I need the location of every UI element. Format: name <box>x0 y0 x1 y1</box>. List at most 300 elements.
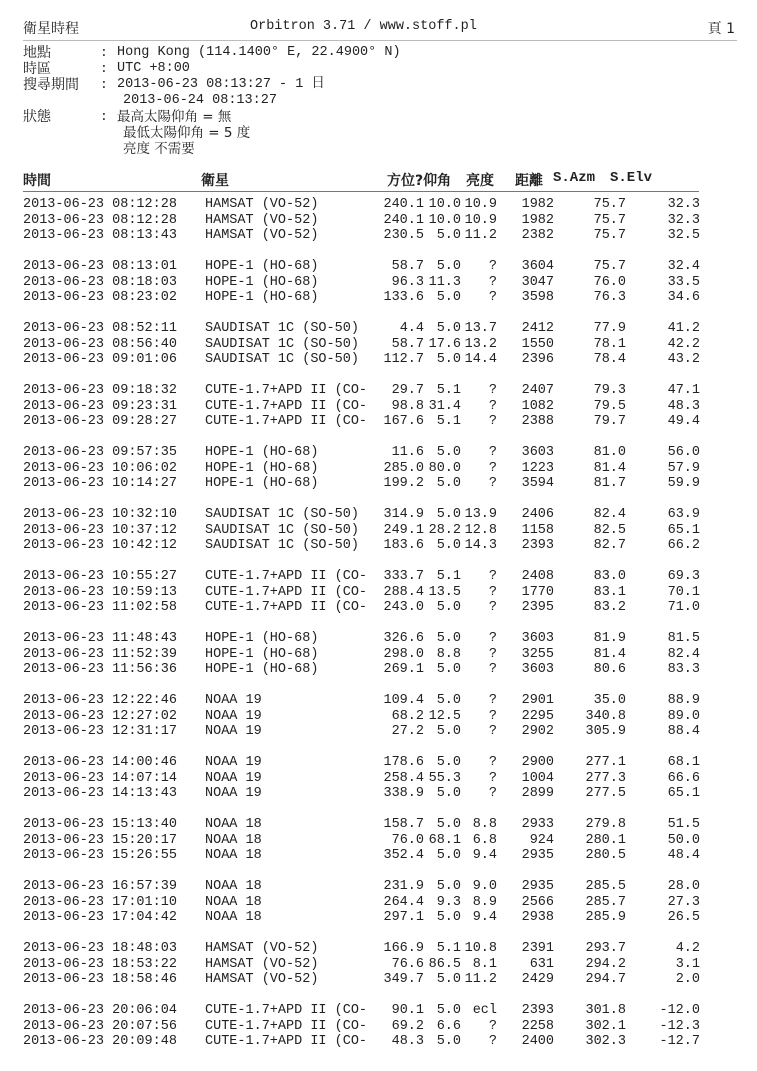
info-timezone <box>23 61 723 77</box>
cell-bri: 12.8 <box>464 522 497 538</box>
cell-sazm: 285.7 <box>585 894 626 910</box>
cell-bri: ? <box>488 600 497 615</box>
cell-bri: ? <box>488 398 497 414</box>
col-sun-azm: S.Azm <box>553 170 596 186</box>
cell-sazm: 82.5 <box>593 522 626 538</box>
table-row <box>23 833 737 849</box>
cell-az: 314.9 <box>383 507 424 522</box>
cell-el: 5.0 <box>436 910 461 925</box>
cell-dist: 2391 <box>521 941 554 956</box>
cell-time: 2013-06-23 10:06:02 <box>23 460 177 476</box>
info-block <box>23 45 723 157</box>
cell-az: 326.6 <box>383 631 424 646</box>
cell-selv: 3.1 <box>675 956 700 972</box>
col-time: 時間 <box>23 173 51 189</box>
cell-dist: 1550 <box>521 336 554 352</box>
info-location <box>23 45 723 61</box>
cell-az: 333.7 <box>383 569 424 584</box>
cell-dist: 1158 <box>521 522 554 538</box>
cell-bri: 6.8 <box>472 832 497 848</box>
cell-el: 5.0 <box>436 879 461 894</box>
cell-az: 158.7 <box>383 817 424 832</box>
cell-az: 58.7 <box>391 259 424 274</box>
table-row <box>23 213 737 229</box>
cell-selv: 63.9 <box>667 507 700 522</box>
cell-bri: ? <box>488 460 497 476</box>
table-row <box>23 538 737 554</box>
cell-sat: CUTE-1.7+APD II (CO- <box>205 1018 368 1034</box>
cell-selv: 89.0 <box>667 708 700 724</box>
cell-az: 48.3 <box>391 1034 424 1049</box>
cell-sazm: 76.3 <box>593 290 626 305</box>
cell-selv: 69.3 <box>667 569 700 584</box>
cell-bri: 10.9 <box>464 212 497 228</box>
cell-el: 5.0 <box>436 1003 461 1018</box>
table-row <box>23 771 737 787</box>
cell-az: 76.0 <box>391 832 424 848</box>
cell-el: 5.0 <box>436 352 461 367</box>
cell-sazm: 79.3 <box>593 383 626 398</box>
cell-dist: 2393 <box>521 538 554 553</box>
cell-el: 5.0 <box>436 848 461 863</box>
pass-group <box>23 693 737 755</box>
table-row <box>23 848 737 864</box>
cell-time: 2013-06-23 09:23:31 <box>23 398 177 414</box>
pass-group <box>23 507 737 569</box>
cell-sat: HOPE-1 (HO-68) <box>205 662 319 677</box>
cell-sazm: 83.2 <box>593 600 626 615</box>
pass-group <box>23 1003 737 1065</box>
cell-dist: 2900 <box>521 755 554 770</box>
cell-sat: NOAA 19 <box>205 770 262 786</box>
cell-el: 5.0 <box>436 972 461 987</box>
cell-dist: 2295 <box>521 708 554 724</box>
cell-bri: ? <box>488 259 497 274</box>
table-row <box>23 600 737 616</box>
cell-sat: HAMSAT (VO-52) <box>205 972 319 987</box>
cell-sat: HOPE-1 (HO-68) <box>205 460 319 476</box>
cell-sat: HOPE-1 (HO-68) <box>205 259 319 274</box>
cell-az: 231.9 <box>383 879 424 894</box>
cell-time: 2013-06-23 12:31:17 <box>23 724 177 739</box>
cell-selv: 88.4 <box>667 724 700 739</box>
cell-el: 17.6 <box>428 336 461 352</box>
cell-dist: 2396 <box>521 352 554 367</box>
cell-time: 2013-06-23 11:56:36 <box>23 662 177 677</box>
cell-bri: 11.2 <box>464 972 497 987</box>
cell-sazm: 301.8 <box>585 1003 626 1018</box>
cell-selv: 81.5 <box>667 631 700 646</box>
table-row <box>23 631 737 647</box>
table-row <box>23 476 737 492</box>
cell-sazm: 83.0 <box>593 569 626 584</box>
cell-el: 5.0 <box>436 817 461 832</box>
cell-time: 2013-06-23 17:01:10 <box>23 894 177 910</box>
cell-az: 183.6 <box>383 538 424 553</box>
cell-time: 2013-06-23 09:28:27 <box>23 414 177 429</box>
cell-selv: 47.1 <box>667 383 700 398</box>
cell-sazm: 81.4 <box>593 646 626 662</box>
cell-bri: ? <box>488 1034 497 1049</box>
cell-dist: 1982 <box>521 212 554 228</box>
info-label: 地點 <box>23 45 51 61</box>
cell-dist: 631 <box>529 956 554 972</box>
cell-el: 5.0 <box>436 631 461 646</box>
cell-el: 5.0 <box>436 786 461 801</box>
cell-sat: SAUDISAT 1C (SO-50) <box>205 522 359 538</box>
cell-az: 258.4 <box>383 770 424 786</box>
table-row <box>23 585 737 601</box>
info-search-period-end <box>23 93 723 109</box>
cell-az: 199.2 <box>383 476 424 491</box>
cell-bri: ? <box>488 646 497 662</box>
cell-az: 297.1 <box>383 910 424 925</box>
cell-time: 2013-06-23 09:01:06 <box>23 352 177 367</box>
cell-sazm: 75.7 <box>593 212 626 228</box>
cell-time: 2013-06-23 10:42:12 <box>23 538 177 553</box>
cell-time: 2013-06-23 08:23:02 <box>23 290 177 305</box>
cell-dist: 3603 <box>521 662 554 677</box>
pass-group <box>23 879 737 941</box>
cell-el: 6.6 <box>436 1018 461 1034</box>
cell-sat: CUTE-1.7+APD II (CO- <box>205 1003 368 1018</box>
cell-sazm: 277.5 <box>585 786 626 801</box>
table-row <box>23 786 737 802</box>
cell-time: 2013-06-23 14:13:43 <box>23 786 177 801</box>
cell-time: 2013-06-23 20:06:04 <box>23 1003 177 1018</box>
cell-time: 2013-06-23 08:13:01 <box>23 259 177 274</box>
cell-sat: HOPE-1 (HO-68) <box>205 476 319 491</box>
cell-el: 86.5 <box>428 956 461 972</box>
cell-az: 264.4 <box>383 894 424 910</box>
cell-az: 288.4 <box>383 584 424 600</box>
cell-selv: 41.2 <box>667 321 700 336</box>
cell-selv: 57.9 <box>667 460 700 476</box>
cell-el: 10.0 <box>428 197 461 212</box>
cell-el: 12.5 <box>428 708 461 724</box>
cell-sat: NOAA 18 <box>205 817 262 832</box>
cell-sat: NOAA 18 <box>205 910 262 925</box>
cell-bri: 9.4 <box>472 910 497 925</box>
cell-selv: 59.9 <box>667 476 700 491</box>
table-row <box>23 228 737 244</box>
cell-sazm: 279.8 <box>585 817 626 832</box>
cell-selv: 66.2 <box>667 538 700 553</box>
table-row <box>23 290 737 306</box>
cell-el: 5.1 <box>436 569 461 584</box>
cell-el: 55.3 <box>428 770 461 786</box>
cell-time: 2013-06-23 10:59:13 <box>23 584 177 600</box>
cell-el: 5.1 <box>436 414 461 429</box>
cell-az: 178.6 <box>383 755 424 770</box>
cell-time: 2013-06-23 10:32:10 <box>23 507 177 522</box>
table-row <box>23 1034 737 1050</box>
info-value: 亮度 不需要 <box>123 141 195 157</box>
cell-selv: 56.0 <box>667 445 700 460</box>
cell-sazm: 77.9 <box>593 321 626 336</box>
cell-dist: 1982 <box>521 197 554 212</box>
table-row <box>23 523 737 539</box>
cell-az: 349.7 <box>383 972 424 987</box>
cell-el: 28.2 <box>428 522 461 538</box>
info-colon: : <box>100 45 108 60</box>
cell-el: 68.1 <box>428 832 461 848</box>
cell-sazm: 305.9 <box>585 724 626 739</box>
cell-sazm: 302.3 <box>585 1034 626 1049</box>
cell-sazm: 285.5 <box>585 879 626 894</box>
cell-sat: NOAA 19 <box>205 708 262 724</box>
cell-sazm: 79.5 <box>593 398 626 414</box>
table-row <box>23 910 737 926</box>
cell-el: 5.0 <box>436 445 461 460</box>
cell-sazm: 81.7 <box>593 476 626 491</box>
cell-time: 2013-06-23 08:18:03 <box>23 274 177 290</box>
cell-az: 133.6 <box>383 290 424 305</box>
cell-bri: 9.4 <box>472 848 497 863</box>
header-divider <box>23 40 737 41</box>
cell-az: 29.7 <box>391 383 424 398</box>
cell-bri: 13.9 <box>464 507 497 522</box>
cell-selv: 26.5 <box>667 910 700 925</box>
cell-sazm: 75.7 <box>593 197 626 212</box>
info-label: 搜尋期間 <box>23 77 79 93</box>
pass-group <box>23 569 737 631</box>
cell-az: 4.4 <box>399 321 424 336</box>
cell-bri: 10.8 <box>464 941 497 956</box>
cell-selv: 2.0 <box>675 972 700 987</box>
cell-bri: 11.2 <box>464 228 497 243</box>
cell-dist: 2899 <box>521 786 554 801</box>
cell-sazm: 294.7 <box>585 972 626 987</box>
col-sun-elv: S.Elv <box>610 170 653 186</box>
cell-sazm: 78.4 <box>593 352 626 367</box>
cell-sazm: 293.7 <box>585 941 626 956</box>
report-title: 衛星時程 <box>23 21 79 37</box>
cell-dist: 2935 <box>521 848 554 863</box>
cell-az: 269.1 <box>383 662 424 677</box>
cell-az: 230.5 <box>383 228 424 243</box>
cell-time: 2013-06-23 15:20:17 <box>23 832 177 848</box>
cell-dist: 924 <box>529 832 554 848</box>
cell-sazm: 75.7 <box>593 228 626 243</box>
cell-bri: ? <box>488 414 497 429</box>
cell-sat: NOAA 18 <box>205 848 262 863</box>
cell-el: 5.0 <box>436 600 461 615</box>
cell-bri: ? <box>488 770 497 786</box>
table-row <box>23 259 737 275</box>
cell-selv: 28.0 <box>667 879 700 894</box>
table-row <box>23 1019 737 1035</box>
cell-time: 2013-06-23 12:22:46 <box>23 693 177 708</box>
cell-bri: ? <box>488 383 497 398</box>
cell-dist: 2902 <box>521 724 554 739</box>
cell-sat: HOPE-1 (HO-68) <box>205 445 319 460</box>
cell-el: 5.0 <box>436 662 461 677</box>
cell-el: 9.3 <box>436 894 461 910</box>
cell-sat: CUTE-1.7+APD II (CO- <box>205 383 368 398</box>
cell-sat: HOPE-1 (HO-68) <box>205 274 319 290</box>
cell-dist: 1004 <box>521 770 554 786</box>
cell-bri: ? <box>488 274 497 290</box>
table-row <box>23 352 737 368</box>
cell-sazm: 80.6 <box>593 662 626 677</box>
cell-el: 11.3 <box>428 274 461 290</box>
info-status-min-sun <box>23 125 723 141</box>
cell-sazm: 35.0 <box>593 693 626 708</box>
cell-bri: 8.8 <box>472 817 497 832</box>
cell-dist: 2382 <box>521 228 554 243</box>
cell-dist: 2406 <box>521 507 554 522</box>
cell-sazm: 302.1 <box>585 1018 626 1034</box>
cell-sazm: 280.1 <box>585 832 626 848</box>
info-status <box>23 109 723 125</box>
table-row <box>23 399 737 415</box>
info-colon: : <box>100 61 108 76</box>
cell-sazm: 81.9 <box>593 631 626 646</box>
cell-az: 249.1 <box>383 522 424 538</box>
cell-sat: NOAA 19 <box>205 755 262 770</box>
info-label: 時區 <box>23 61 51 77</box>
cell-sat: HOPE-1 (HO-68) <box>205 646 319 662</box>
info-value: 最低太陽仰角 = 5 度 <box>123 125 251 141</box>
cell-selv: 32.3 <box>667 197 700 212</box>
cell-bri: ? <box>488 755 497 770</box>
cell-az: 98.8 <box>391 398 424 414</box>
cell-az: 166.9 <box>383 941 424 956</box>
cell-time: 2013-06-23 16:57:39 <box>23 879 177 894</box>
cell-sat: CUTE-1.7+APD II (CO- <box>205 398 368 414</box>
cell-bri: ecl <box>472 1003 497 1018</box>
cell-selv: 42.2 <box>667 336 700 352</box>
cell-time: 2013-06-23 08:52:11 <box>23 321 177 336</box>
pass-table <box>23 197 737 1065</box>
info-label: 狀態 <box>23 109 51 125</box>
cell-selv: 51.5 <box>667 817 700 832</box>
table-row <box>23 414 737 430</box>
cell-dist: 3598 <box>521 290 554 305</box>
cell-bri: 8.9 <box>472 894 497 910</box>
cell-selv: 70.1 <box>667 584 700 600</box>
cell-az: 167.6 <box>383 414 424 429</box>
pass-group <box>23 197 737 259</box>
cell-selv: 83.3 <box>667 662 700 677</box>
cell-sat: NOAA 18 <box>205 894 262 910</box>
cell-az: 240.1 <box>383 212 424 228</box>
cell-time: 2013-06-23 09:18:32 <box>23 383 177 398</box>
table-row <box>23 755 737 771</box>
cell-el: 5.0 <box>436 476 461 491</box>
cell-dist: 2935 <box>521 879 554 894</box>
info-colon: : <box>100 77 108 92</box>
cell-az: 58.7 <box>391 336 424 352</box>
cell-time: 2013-06-23 10:55:27 <box>23 569 177 584</box>
table-row <box>23 693 737 709</box>
cell-az: 68.2 <box>391 708 424 724</box>
cell-sat: HAMSAT (VO-52) <box>205 228 319 243</box>
cell-el: 5.0 <box>436 724 461 739</box>
cell-selv: -12.7 <box>659 1034 700 1049</box>
cell-sat: NOAA 18 <box>205 832 262 848</box>
cell-az: 338.9 <box>383 786 424 801</box>
cell-sat: CUTE-1.7+APD II (CO- <box>205 584 368 600</box>
cell-dist: 2407 <box>521 383 554 398</box>
cell-az: 96.3 <box>391 274 424 290</box>
cell-selv: 82.4 <box>667 646 700 662</box>
cell-time: 2013-06-23 15:13:40 <box>23 817 177 832</box>
cell-az: 90.1 <box>391 1003 424 1018</box>
cell-sazm: 277.3 <box>585 770 626 786</box>
column-divider <box>23 191 699 192</box>
cell-time: 2013-06-23 18:48:03 <box>23 941 177 956</box>
cell-dist: 1082 <box>521 398 554 414</box>
cell-selv: 33.5 <box>667 274 700 290</box>
cell-sazm: 76.0 <box>593 274 626 290</box>
cell-el: 5.0 <box>436 1034 461 1049</box>
cell-time: 2013-06-23 11:48:43 <box>23 631 177 646</box>
cell-bri: 13.2 <box>464 336 497 352</box>
cell-dist: 2566 <box>521 894 554 910</box>
pass-group <box>23 631 737 693</box>
info-value: UTC +8:00 <box>117 61 190 76</box>
cell-bri: 8.1 <box>472 956 497 972</box>
cell-dist: 2901 <box>521 693 554 708</box>
cell-bri: ? <box>488 290 497 305</box>
cell-bri: ? <box>488 708 497 724</box>
cell-el: 5.0 <box>436 290 461 305</box>
column-header <box>23 170 737 190</box>
cell-selv: 66.6 <box>667 770 700 786</box>
cell-az: 243.0 <box>383 600 424 615</box>
table-row <box>23 709 737 725</box>
cell-sat: HOPE-1 (HO-68) <box>205 290 319 305</box>
cell-selv: 32.3 <box>667 212 700 228</box>
cell-selv: 71.0 <box>667 600 700 615</box>
software-credit: Orbitron 3.71 / www.stoff.pl <box>250 19 477 34</box>
cell-sat: NOAA 19 <box>205 724 262 739</box>
cell-sat: NOAA 19 <box>205 693 262 708</box>
cell-el: 5.0 <box>436 538 461 553</box>
cell-bri: ? <box>488 1018 497 1034</box>
cell-sazm: 340.8 <box>585 708 626 724</box>
info-value: 2013-06-23 08:13:27 - 1 日 <box>117 77 325 92</box>
info-colon: : <box>100 109 108 124</box>
table-row <box>23 879 737 895</box>
cell-dist: 3603 <box>521 631 554 646</box>
cell-time: 2013-06-23 14:00:46 <box>23 755 177 770</box>
cell-selv: -12.3 <box>659 1018 700 1034</box>
table-row <box>23 895 737 911</box>
cell-selv: 50.0 <box>667 832 700 848</box>
cell-time: 2013-06-23 15:26:55 <box>23 848 177 863</box>
cell-time: 2013-06-23 09:57:35 <box>23 445 177 460</box>
cell-selv: 65.1 <box>667 786 700 801</box>
cell-selv: 68.1 <box>667 755 700 770</box>
cell-sat: NOAA 19 <box>205 786 262 801</box>
cell-sat: SAUDISAT 1C (SO-50) <box>205 538 359 553</box>
cell-bri: 13.7 <box>464 321 497 336</box>
cell-dist: 3047 <box>521 274 554 290</box>
table-row <box>23 321 737 337</box>
cell-sazm: 79.7 <box>593 414 626 429</box>
cell-bri: 14.3 <box>464 538 497 553</box>
cell-el: 80.0 <box>428 460 461 476</box>
table-row <box>23 817 737 833</box>
cell-dist: 2395 <box>521 600 554 615</box>
cell-dist: 3603 <box>521 445 554 460</box>
cell-dist: 3604 <box>521 259 554 274</box>
cell-az: 109.4 <box>383 693 424 708</box>
cell-sat: HAMSAT (VO-52) <box>205 197 319 212</box>
